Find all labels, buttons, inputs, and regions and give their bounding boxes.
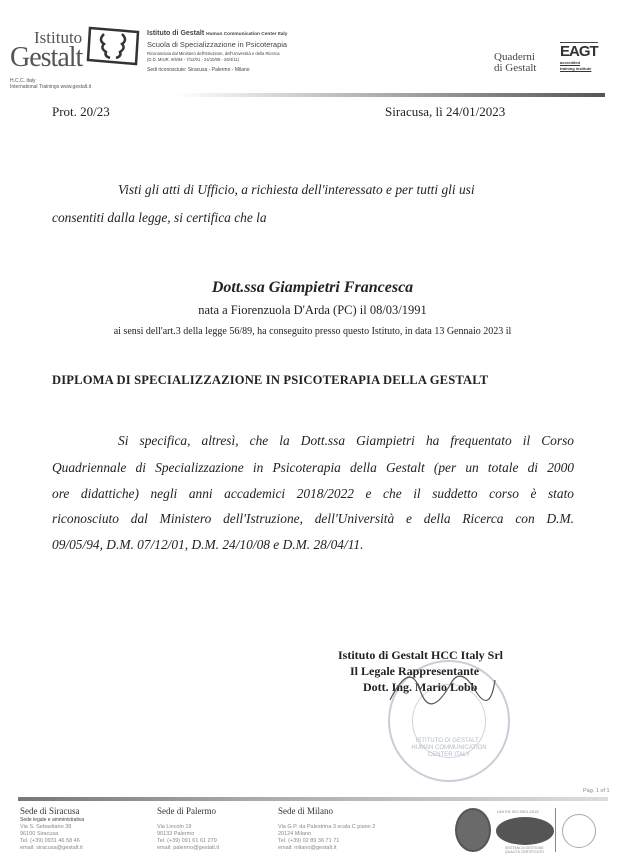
cert-sub-label: SISTEMA DI GESTIONE QUALITÀ CERTIFICATO bbox=[505, 846, 544, 854]
intro-line: Visti gli atti di Ufficio, a richiesta dell'interessato e per tutti gli usi bbox=[118, 182, 475, 197]
diploma-title: DIPLOMA DI SPECIALIZZAZIONE IN PSICOTERAPIA DELLA GESTALT bbox=[52, 373, 489, 387]
school-name: Scuola di Specializzazione in Psicoterapia bbox=[147, 40, 288, 49]
decrees-text: (D.D. MIUR. 9/5/94 - 7/12/01 - 24/10/08 - 28/4/11) bbox=[147, 57, 240, 62]
logo-text: Istituto bbox=[34, 28, 83, 47]
signature-company: Istituto di Gestalt HCC Italy Srl bbox=[338, 648, 503, 662]
eagt-logo: EAGT accredited training institute bbox=[560, 43, 598, 71]
office-siracusa: Sede di Siracusa Sede legale e amministrativa Via S. Sebastiano 38 96100 Siracusa Tel. (+39) 0931 46 58 46 email: siracusa@gestalt.it bbox=[20, 806, 85, 851]
certiquality-seal-icon bbox=[496, 817, 554, 845]
paragraph-line: Si specifica, altresì, che la Dott.ssa Giampietri ha frequentato il Corso bbox=[118, 433, 574, 448]
logo-tagline: H.C.C. Italy International Trainings www.gestalt.it bbox=[10, 78, 92, 90]
seats-text: Sedi riconosciute: Siracusa - Palermo - Milano bbox=[147, 67, 250, 73]
signature-role: Il Legale Rappresentante bbox=[350, 664, 480, 678]
cert-label: UNI EN ISO 9001:2015 bbox=[497, 809, 539, 814]
signature-person: Dott. Ing. Mario Lobb bbox=[363, 680, 478, 694]
paragraph-line: riconosciuto dal Ministero dell'Istruzione, dell'Università e della Ricerca con D.M. bbox=[52, 511, 574, 526]
header-divider bbox=[175, 93, 605, 97]
protocol-number: Prot. 20/23 bbox=[52, 104, 110, 119]
recognition-text: Riconosciuta dal Ministero dell'Istruzione, dell'Università e della Ricerca bbox=[147, 51, 280, 56]
paragraph-line: 09/05/94, D.M. 07/12/01, D.M. 24/10/08 e D.M. 28/04/11. bbox=[52, 537, 364, 552]
gestalt-faces-icon bbox=[86, 24, 142, 66]
intro-line: consentiti dalla legge, si certifica che la bbox=[52, 210, 267, 225]
paragraph-line: ore didattiche) negli anni accademici 2018/2022 e che il suddetto corso è stato bbox=[52, 486, 574, 501]
paragraph-line: Quadriennale di Specializzazione in Psicoterapia della Gestalt (per un totale di 2000 bbox=[52, 460, 574, 475]
divider bbox=[555, 808, 556, 852]
org-name: Istituto di Gestalt Human Communication Center Italy bbox=[147, 30, 288, 37]
stamp-text: ISTITUTO DI GESTALT · HUMAN COMMUNICATION CENTER ITALY bbox=[411, 738, 487, 758]
page-number: Pag. 1 of 1 bbox=[583, 788, 610, 794]
office-palermo: Sede di Palermo Via Lincoln 19 90133 Palermo Tel. (+39) 091 61 61 279 email: palermo@gestalt.it bbox=[157, 806, 220, 851]
office-milano: Sede di Milano Via G.P. da Palestrina 3 scala C piano 2 20124 Milano Tel. (+39) 02 89 36 71 71 email: milano@gestalt.it bbox=[278, 806, 376, 851]
place-date: Siracusa, lì 24/01/2023 bbox=[385, 104, 506, 119]
law-reference: ai sensi dell'art.3 della legge 56/89, ha conseguito presso questo Istituto, in data 13 Gennaio 2023 il bbox=[113, 326, 512, 337]
istituto-gestalt-logo bbox=[8, 28, 90, 90]
accredia-seal-icon bbox=[455, 808, 491, 852]
handwritten-signature bbox=[380, 660, 500, 720]
iqnet-seal-icon bbox=[562, 814, 596, 848]
logo-text: Gestalt bbox=[10, 42, 83, 73]
quaderni-logo: Quaderni di Gestalt bbox=[494, 51, 537, 74]
recipient-name: Dott.ssa Giampietri Francesca bbox=[211, 279, 414, 296]
footer-divider bbox=[18, 797, 608, 801]
birth-info: nata a Fiorenzuola D'Arda (PC) il 08/03/1991 bbox=[198, 303, 427, 317]
